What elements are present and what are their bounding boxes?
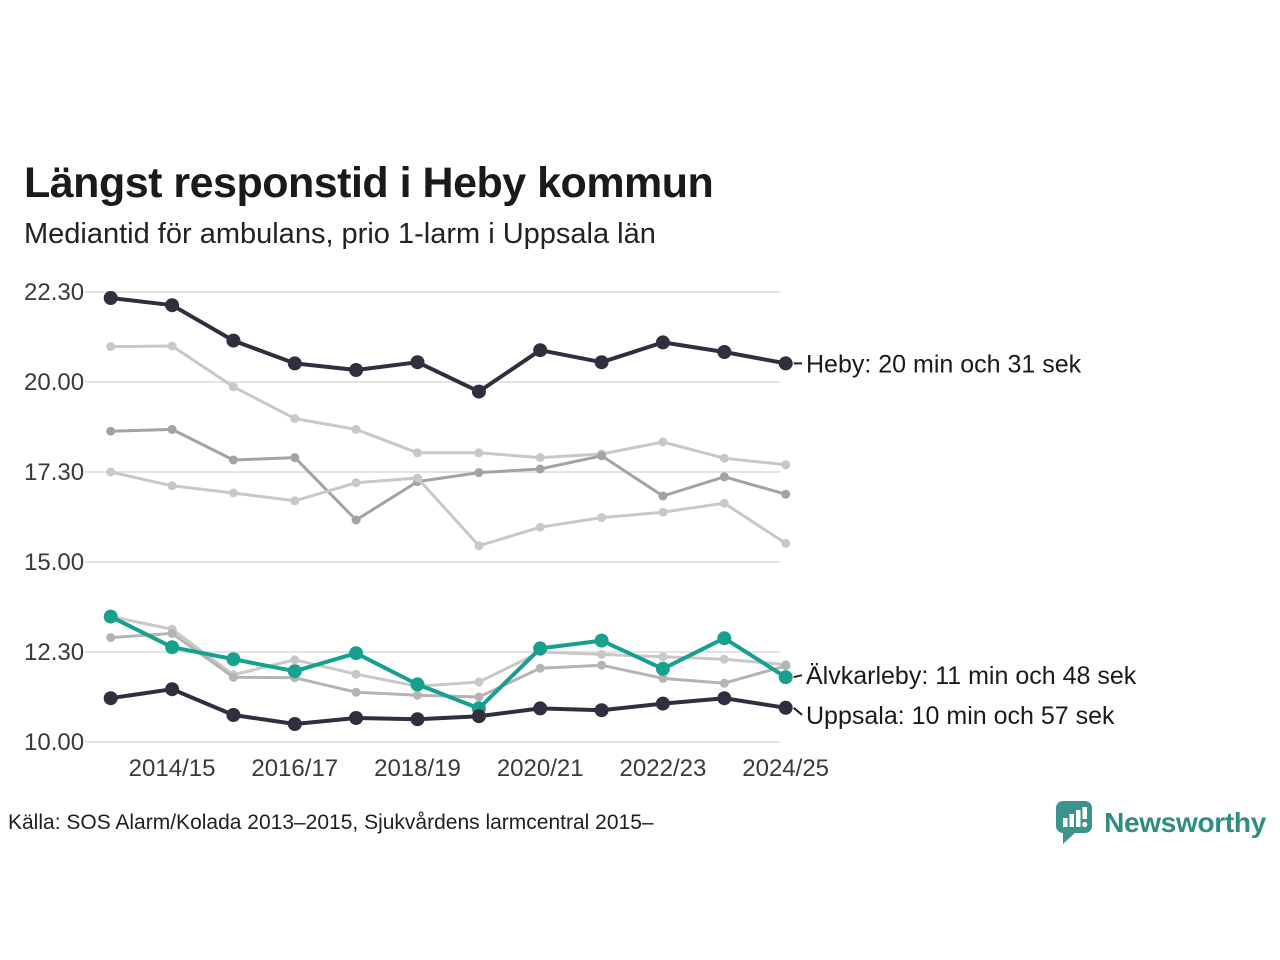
data-point-unlabeled_gray_1 [658,438,667,447]
data-point-Heby [288,356,302,370]
data-point-Heby [349,363,363,377]
series-label-Uppsala: Uppsala: 10 min och 57 sek [806,701,1115,730]
data-point-Heby [533,343,547,357]
data-point-unlabeled_gray_5 [597,661,606,670]
data-point-Älvkarleby [349,646,363,660]
data-point-unlabeled_gray_5 [168,629,177,638]
data-point-Uppsala [288,717,302,731]
data-point-unlabeled_gray_2 [229,456,238,465]
data-point-Heby [472,385,486,399]
data-point-unlabeled_gray_4 [720,655,729,664]
data-point-Älvkarleby [595,634,609,648]
data-point-unlabeled_gray_5 [352,688,361,697]
data-point-Heby [411,355,425,369]
data-point-Uppsala [226,708,240,722]
data-point-unlabeled_gray_1 [781,460,790,469]
data-point-Uppsala [717,691,731,705]
data-point-Älvkarleby [411,677,425,691]
data-point-unlabeled_gray_1 [536,453,545,462]
page-title: Längst responstid i Heby kommun [24,158,714,207]
data-point-unlabeled_gray_3 [474,541,483,550]
data-point-Älvkarleby [165,640,179,654]
y-tick-label: 10.00 [24,729,85,756]
series-line-unlabeled_gray_5 [111,633,786,697]
data-point-Uppsala [472,709,486,723]
series-line-unlabeled_gray_1 [111,346,786,465]
data-point-Älvkarleby [656,662,670,676]
data-point-unlabeled_gray_2 [106,427,115,436]
source-note: Källa: SOS Alarm/Kolada 2013–2015, Sjukvårdens larmcentral 2015– [8,811,654,834]
y-tick-label: 12.30 [24,639,85,666]
data-point-Uppsala [104,691,118,705]
data-point-unlabeled_gray_3 [229,489,238,498]
data-point-Heby [717,345,731,359]
data-point-unlabeled_gray_5 [229,673,238,682]
data-point-unlabeled_gray_4 [352,670,361,679]
label-connector-Älvkarleby [794,675,802,677]
data-point-unlabeled_gray_3 [352,478,361,487]
data-point-unlabeled_gray_2 [290,453,299,462]
data-point-Uppsala [595,703,609,717]
data-point-unlabeled_gray_3 [168,481,177,490]
data-point-unlabeled_gray_5 [474,693,483,702]
data-point-unlabeled_gray_2 [536,465,545,474]
data-point-unlabeled_gray_2 [781,490,790,499]
data-point-Uppsala [165,682,179,696]
label-connector-Uppsala [794,708,802,715]
data-point-unlabeled_gray_2 [658,492,667,501]
newsworthy-logo-icon [1055,800,1095,846]
data-point-unlabeled_gray_2 [597,451,606,460]
data-point-unlabeled_gray_2 [168,425,177,434]
y-tick-label: 17.30 [24,459,85,486]
x-tick-label: 2016/17 [251,755,339,782]
newsworthy-logo [1055,800,1266,846]
data-point-Uppsala [349,711,363,725]
data-point-unlabeled_gray_5 [720,679,729,688]
data-point-unlabeled_gray_3 [536,523,545,532]
data-point-Uppsala [656,697,670,711]
series-line-unlabeled_gray_3 [111,472,786,546]
data-point-unlabeled_gray_1 [413,448,422,457]
data-point-unlabeled_gray_4 [597,650,606,659]
data-point-unlabeled_gray_5 [413,691,422,700]
data-point-unlabeled_gray_5 [536,664,545,673]
series-line-Heby [111,298,786,392]
data-point-unlabeled_gray_3 [290,496,299,505]
data-point-Heby [656,335,670,349]
data-point-unlabeled_gray_2 [720,472,729,481]
data-point-Älvkarleby [288,664,302,678]
y-tick-label: 15.00 [24,549,85,576]
data-point-unlabeled_gray_1 [168,342,177,351]
data-point-unlabeled_gray_3 [720,499,729,508]
data-point-unlabeled_gray_1 [352,425,361,434]
data-point-unlabeled_gray_1 [229,382,238,391]
page-subtitle: Mediantid för ambulans, prio 1-larm i Uppsala län [24,218,656,250]
x-tick-label: 2014/15 [128,755,216,782]
data-point-unlabeled_gray_2 [474,468,483,477]
data-point-unlabeled_gray_3 [658,508,667,517]
data-point-Uppsala [411,712,425,726]
data-point-unlabeled_gray_5 [781,661,790,670]
data-point-Uppsala [533,701,547,715]
x-tick-label: 2024/25 [742,755,830,782]
data-point-Heby [165,298,179,312]
data-point-unlabeled_gray_3 [597,513,606,522]
data-point-unlabeled_gray_1 [106,342,115,351]
data-point-unlabeled_gray_3 [413,474,422,483]
data-point-Uppsala [779,701,793,715]
data-point-unlabeled_gray_5 [106,633,115,642]
data-point-unlabeled_gray_1 [290,414,299,423]
data-point-Älvkarleby [779,670,793,684]
newsworthy-logo-text: Newsworthy [1104,807,1266,838]
data-point-unlabeled_gray_4 [290,655,299,664]
data-point-unlabeled_gray_3 [781,539,790,548]
data-point-Heby [226,334,240,348]
data-point-Älvkarleby [104,610,118,624]
data-point-unlabeled_gray_4 [658,652,667,661]
x-tick-label: 2018/19 [374,755,461,782]
data-point-unlabeled_gray_4 [474,678,483,687]
y-tick-label: 20.00 [24,369,85,396]
data-point-Heby [104,291,118,305]
data-point-Heby [779,356,793,370]
data-point-Älvkarleby [717,631,731,645]
x-tick-label: 2022/23 [619,755,707,782]
series-label-Heby: Heby: 20 min och 31 sek [806,350,1082,379]
data-point-unlabeled_gray_1 [474,448,483,457]
series-label-Älvkarleby: Älvkarleby: 11 min och 48 sek [806,662,1137,691]
data-point-Älvkarleby [533,641,547,655]
x-tick-label: 2020/21 [496,755,584,782]
data-point-unlabeled_gray_3 [106,468,115,477]
line-chart [0,260,1280,800]
data-point-Heby [595,355,609,369]
data-point-unlabeled_gray_1 [720,454,729,463]
y-tick-label: 22.30 [24,279,85,306]
data-point-unlabeled_gray_2 [352,516,361,525]
series-line-unlabeled_gray_2 [111,429,786,520]
data-point-Älvkarleby [226,652,240,666]
